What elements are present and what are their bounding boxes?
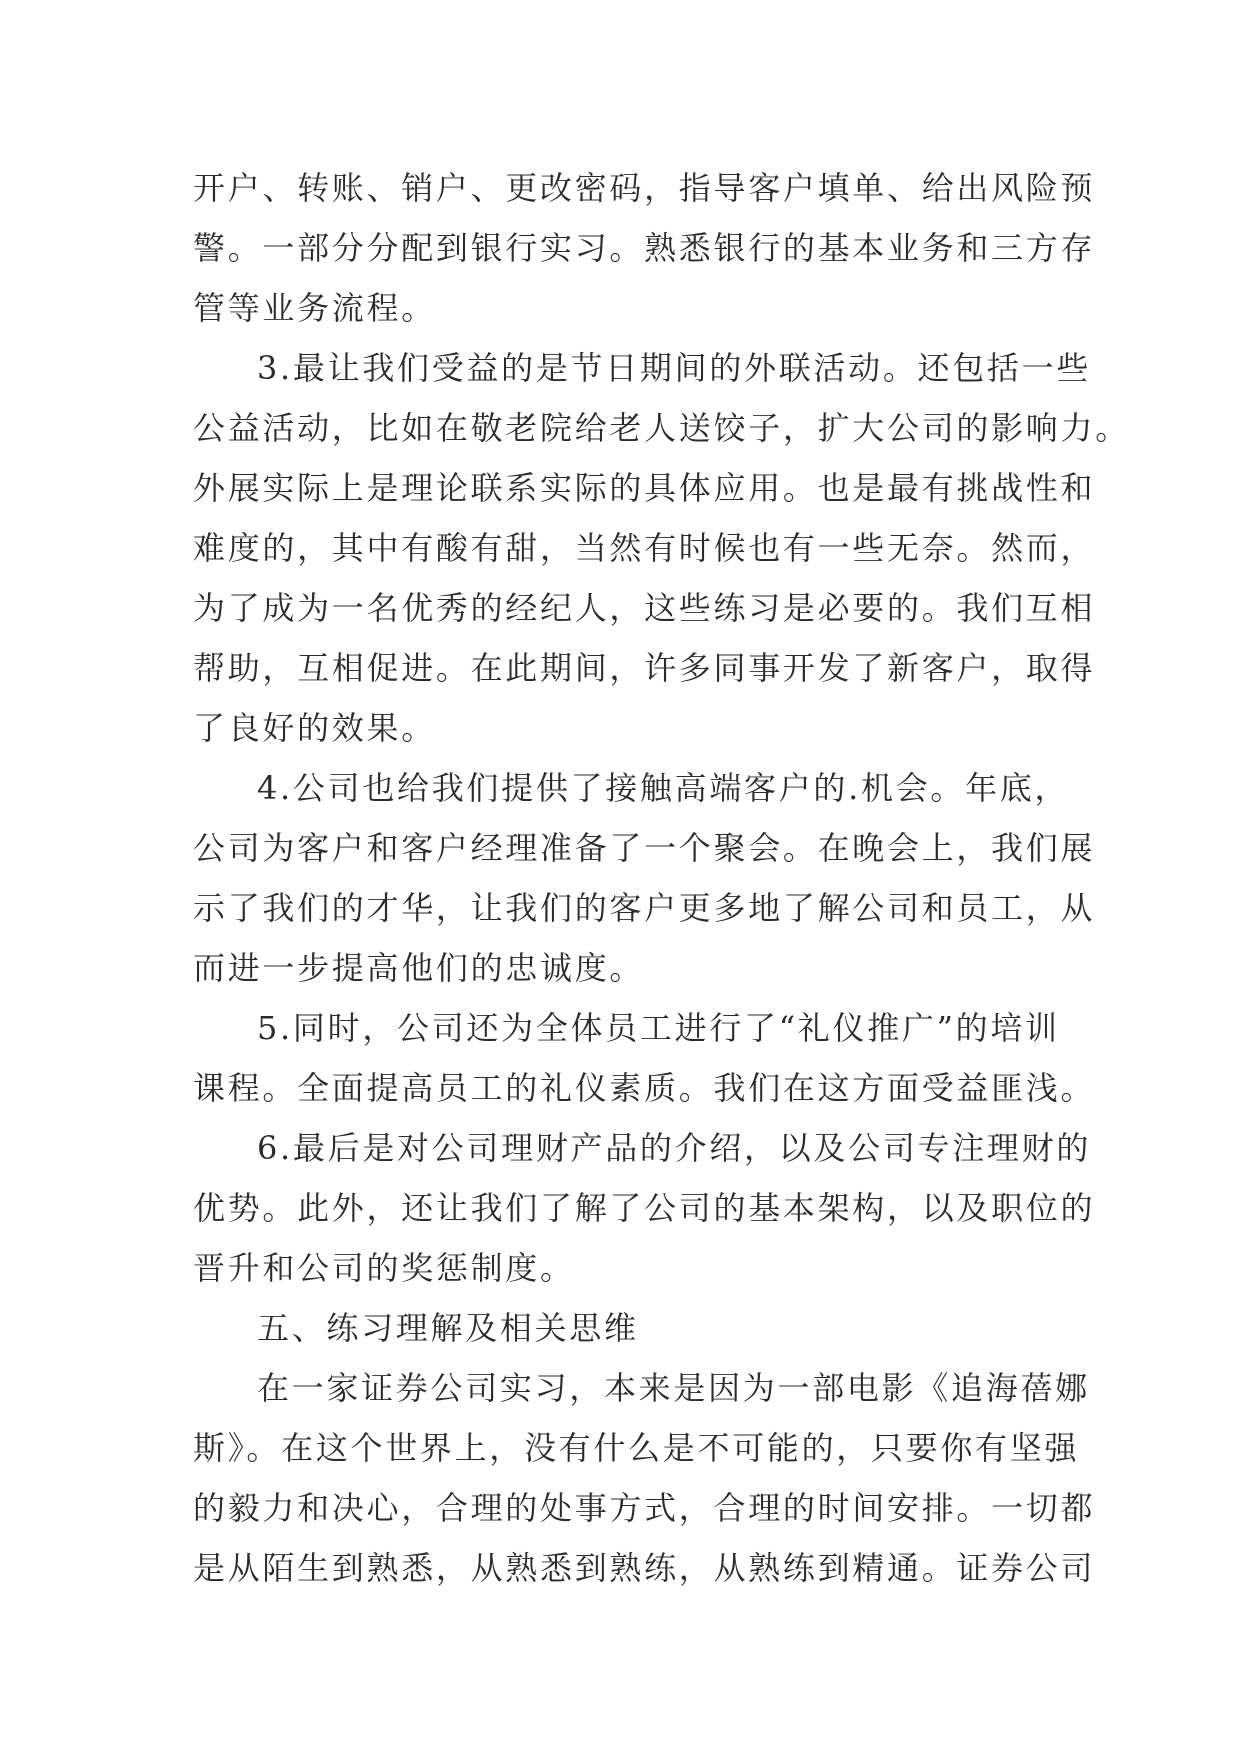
text-line: 帮助，互相促进。在此期间，许多同事开发了新客户，取得	[193, 649, 1096, 687]
text-line: 的毅力和决心，合理的处事方式，合理的时间安排。一切都	[193, 1489, 1096, 1527]
text-line: 五、练习理解及相关思维	[257, 1309, 639, 1347]
text-line: 斯》。在这个世界上，没有什么是不可能的，只要你有坚强	[193, 1429, 1080, 1467]
text-line: 外展实际上是理论联系实际的具体应用。也是最有挑战性和	[193, 469, 1096, 507]
text-line: 优势。此外，还让我们了解了公司的基本架构，以及职位的	[193, 1189, 1096, 1227]
text-line: 是从陌生到熟悉，从熟悉到熟练，从熟练到精通。证券公司	[193, 1549, 1096, 1587]
text-line: 管等业务流程。	[193, 289, 436, 327]
text-line: 4.公司也给我们提供了接触高端客户的.机会。年底，	[257, 769, 1070, 807]
text-line: 6.最后是对公司理财产品的介绍，以及公司专注理财的	[257, 1129, 1092, 1167]
text-line: 3.最让我们受益的是节日期间的外联活动。还包括一些	[257, 349, 1092, 387]
document-body	[193, 158, 1130, 1598]
text-line: 示了我们的才华，让我们的客户更多地了解公司和员工，从	[193, 889, 1096, 927]
text-line: 而进一步提高他们的忠诚度。	[193, 949, 645, 987]
text-line: 难度的，其中有酸有甜，当然有时候也有一些无奈。然而，	[193, 529, 1096, 567]
text-line: 课程。全面提高员工的礼仪素质。我们在这方面受益匪浅。	[193, 1069, 1096, 1107]
text-line: 了良好的效果。	[193, 709, 436, 747]
text-line: 公司为客户和客户经理准备了一个聚会。在晚会上，我们展	[193, 829, 1096, 867]
text-line: 5.同时，公司还为全体员工进行了“礼仪推广”的培训	[257, 1009, 1060, 1047]
text-line: 在一家证券公司实习，本来是因为一部电影《追海蓓娜	[257, 1369, 1090, 1407]
text-line: 公益活动，比如在敬老院给老人送饺子，扩大公司的影响力。	[193, 409, 1130, 447]
text-line: 为了成为一名优秀的经纪人，这些练习是必要的。我们互相	[193, 589, 1096, 627]
text-line: 警。一部分分配到银行实习。熟悉银行的基本业务和三方存	[193, 229, 1096, 267]
text-line: 晋升和公司的奖惩制度。	[193, 1249, 575, 1287]
text-line: 开户、转账、销户、更改密码，指导客户填单、给出风险预	[193, 169, 1096, 207]
